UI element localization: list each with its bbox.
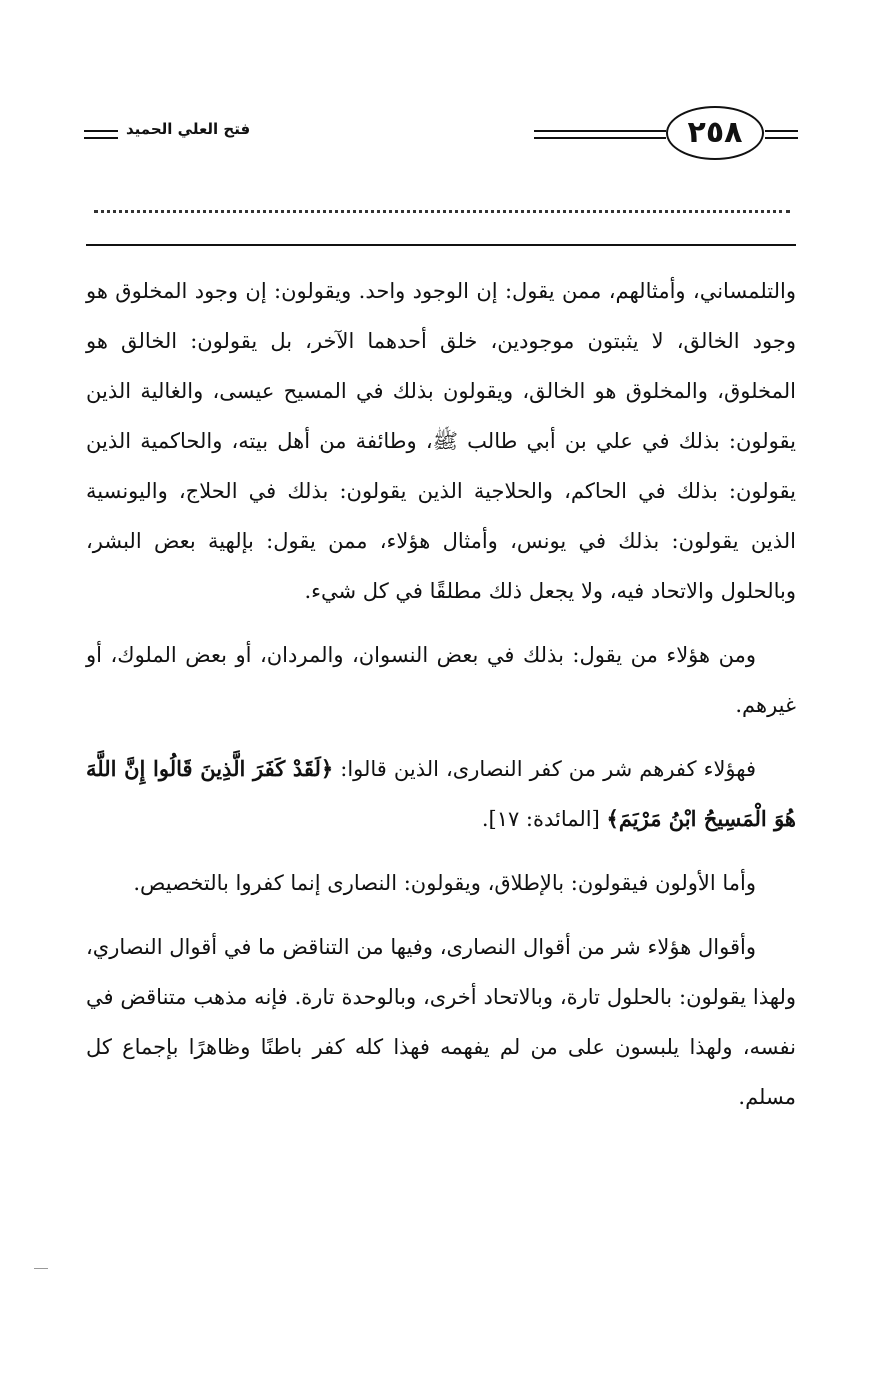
verse-reference: [المائدة: ١٧]. <box>481 807 607 831</box>
book-title: فتح العلي الحميد <box>126 120 251 138</box>
paragraph-4: وأما الأولون فيقولون: بالإطلاق، ويقولون: النصارى إنما كفروا بالتخصيص. <box>133 871 756 895</box>
page-body <box>86 266 796 1136</box>
header-rule <box>86 244 796 246</box>
page-header <box>80 100 798 170</box>
header-ornament-line-middle <box>534 130 666 139</box>
paragraph-5: وأقوال هؤلاء شر من أقوال النصارى، وفيها من التناقض ما في أقوال النصاري، ولهذا يقولون: بالحلول تارة، وبالاتحاد أخرى، وبالوحدة تارة. فإنه مذهب متناقض في نفسه، ولهذا يلبسون على من لم يفهمه فهذا كله كفر باطنًا وظاهرًا بإجماع كل مسلم. <box>86 935 796 1109</box>
quote-intro-text: فهؤلاء كفرهم شر من كفر النصارى، الذين قالوا: <box>333 757 757 781</box>
paragraph-2: ومن هؤلاء من يقول: بذلك في بعض النسوان، والمردان، أو بعض الملوك، أو غيرهم. <box>86 643 796 717</box>
dotted-separator <box>94 210 790 213</box>
margin-mark <box>34 1268 48 1269</box>
paragraph-quran-quote <box>86 744 796 844</box>
header-ornament-line-right <box>765 130 798 139</box>
quran-verse: ﴿لَقَدْ كَفَرَ الَّذِينَ قَالُوا إِنَّ اللَّهَ هُوَ الْمَسِيحُ ابْنُ مَرْيَمَ﴾ <box>86 756 796 831</box>
page-number: ٢٥٨ <box>666 106 764 160</box>
paragraph-1: والتلمساني، وأمثالهم، ممن يقول: إن الوجود واحد. ويقولون: إن وجود المخلوق هو وجود الخالق، لا يثبتون موجودين، خلق أحدهما الآخر، بل يقولون: الخالق هو المخلوق، والمخلوق هو الخالق، ويقولون بذلك في المسيح عيسى، والغالية الذين يقولون: بذلك في علي بن أبي طالب ﷺ، وطائفة من أهل بيته، والحاكمية الذين يقولون: بذلك في الحاكم، والحلاجية الذين يقولون: بذلك في الحلاج، واليونسية الذين يقولون: بذلك في يونس، وأمثال هؤلاء، ممن يقول: بإلهية بعض البشر، وبالحلول والاتحاد فيه، ولا يجعل ذلك مطلقًا في كل شيء. <box>86 279 796 603</box>
header-ornament-line-left <box>84 130 118 139</box>
